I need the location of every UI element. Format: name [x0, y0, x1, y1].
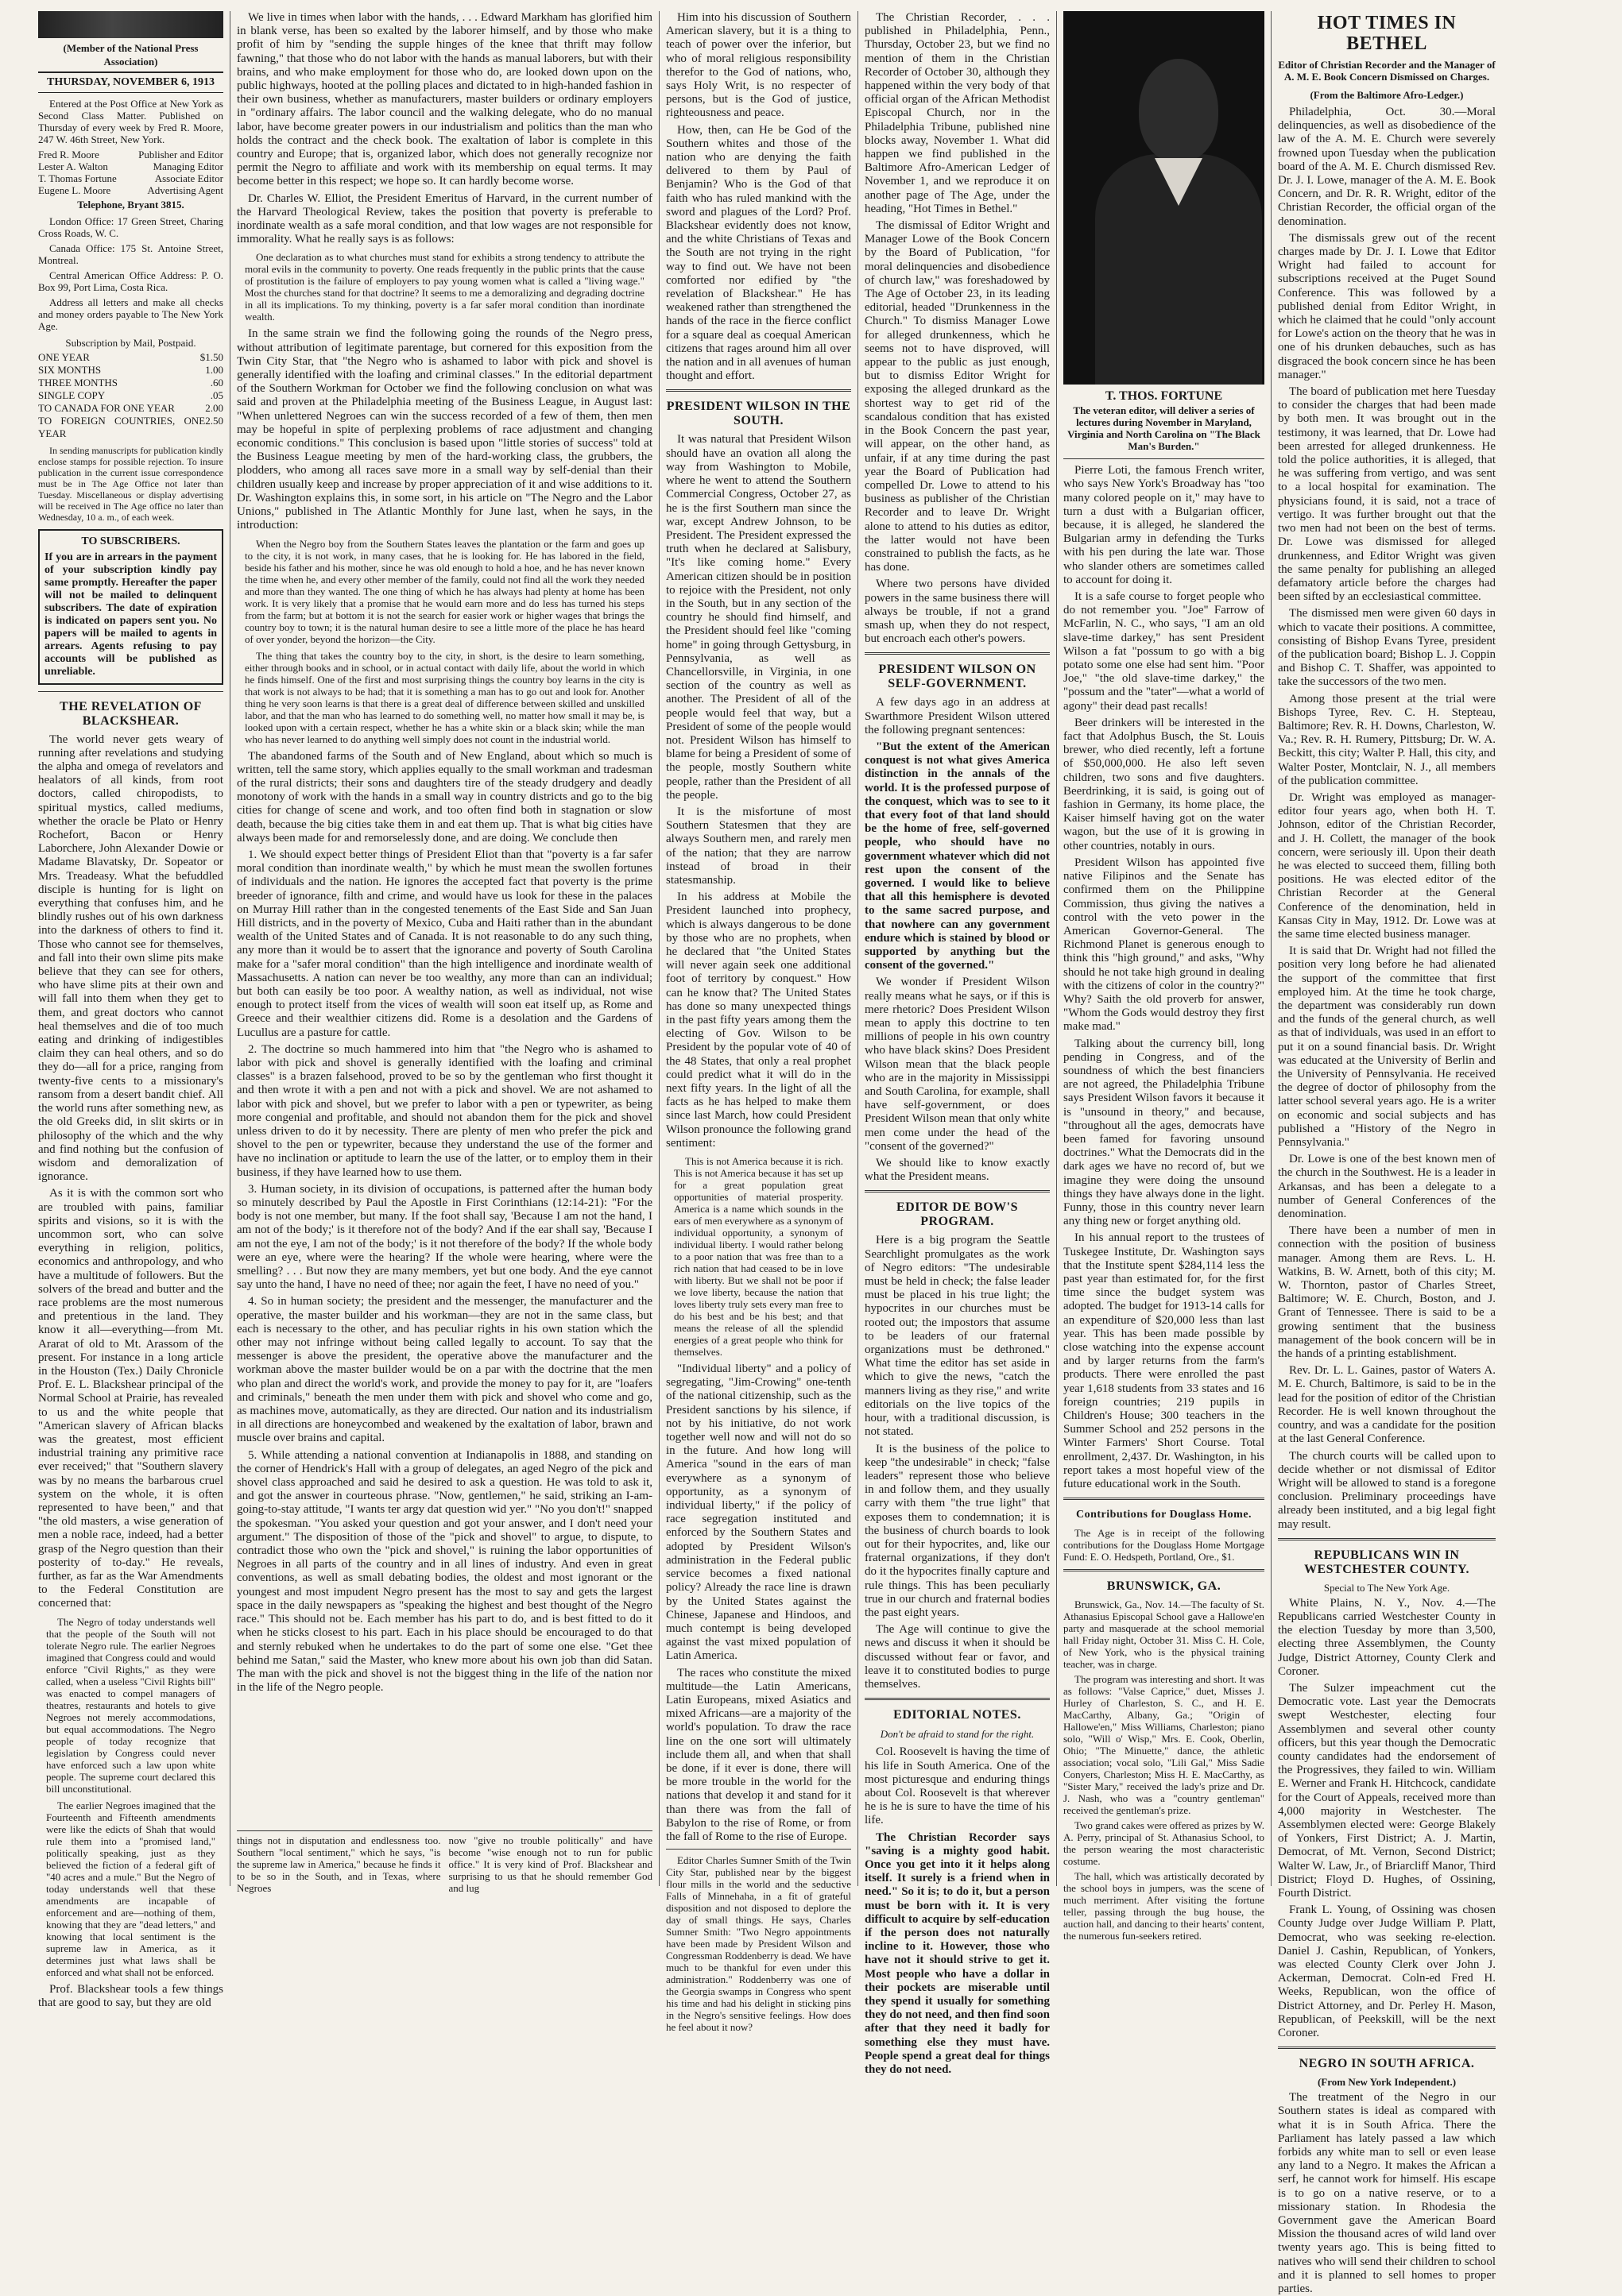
article-paragraph: Brunswick, Ga., Nov. 14.—The faculty of St. Athanasius Episcopal School gave a Hallowe'en party and masquerade at the school memorial hall Friday night, October 31. Miss C. H. Cole, of New York, who is the physical training teacher, was in charge.	[1063, 1598, 1264, 1671]
article-paragraph: Dr. Lowe is one of the best known men of the church in the Southwest. He is a leader in Arkansas, and has been a delegate to a number of General Conferences of the denomination.	[1278, 1153, 1496, 1221]
divider	[38, 691, 223, 692]
article-paragraph: The board of publication met here Tuesday to consider the charges that had been made by both men. It was brought out in the testimony, it was learned, that Dr. Lowe had been arrested for alleged drunkenness. He told the police authorities, it is alleged, that he was suffering from vertigo, and was sent to a local hospital for examination. The physicians found, it is said, not a trace of vertigo. It was further brought out that the two men had not been on the best of terms. Dr. Lowe was dismissed for alleged drunkenness, and Editor Wright was given the same penalty for publishing an alleged defamatory article before the charges had been sifted by an ecclesiastical committee.	[1278, 385, 1496, 604]
divider	[865, 652, 1050, 655]
article-title: HOT TIMES IN BETHEL	[1317, 13, 1457, 54]
rate-price: 2.00	[205, 401, 223, 414]
divider	[1278, 1538, 1496, 1540]
staff-role: Managing Editor	[153, 160, 223, 172]
article-paragraph: The Age will continue to give the news and discuss it when it should be discussed without fear or favor, and leave it to constituted bodies to purge themselves.	[865, 1623, 1050, 1691]
article-paragraph: The dismissed men were given 60 days in which to vacate their positions. A committee, consisting of Bishop Evans Tyree, president of the publication board; Bishop L. J. Coppin and Bishop C. T. Shaffer, was appointed to take the successors of the two men.	[1278, 607, 1496, 689]
article-paragraph: "Individual liberty" and a policy of segregating, "Jim-Crowing" one-tenth of the national citizenship, such as the President sanctions by his silence, if not by his initiative, do not work together well now and will not do so in the future. And how long will America "sound in the ears of man everywhere as a synonym of opportunity, as a synonym of individual liberty," if the policy of race segregation instituted and enforced by the Southern States and adopted by President Wilson's administration in the Federal public service becomes a fixed national policy? Already the race line is drawn by the United States against the Chinese, Japanese and Hindoos, and much contempt is being developed against the vast mixed population of Latin America.	[666, 1363, 851, 1663]
divider	[865, 1190, 1050, 1192]
subscribers-text: If you are in arrears in the payment of your subscription kindly pay same promptly. Hereafter the paper will not be mailed to delinquent subscribers. The date of expiration is indicated on papers sent you. No papers will be mailed to agents in arrears. Agents refusing to pay accounts will be published as unreliable.	[45, 551, 217, 678]
rate-price: 1.00	[205, 363, 223, 376]
staff-role: Advertising Agent	[147, 184, 223, 196]
article-quote: This is not America because it is rich. This is not America because it has set up for a great population great opportunities of material prosperity. America is a name which sounds in the ears of men everywhere as a synonym of individual opportunity, a synonym of individual liberty. I would rather belong to a poor nation that was free than to a rich nation that had ceased to be in love with liberty. But we shall not be poor if we love liberty, because the nation that loves liberty truly sets every man free to do his best and be his best; and that means the release of all the splendid energies of a great people who think for themselves.	[674, 1155, 843, 1359]
article-title: EDITORIAL NOTES.	[893, 1708, 1021, 1722]
staff-row	[38, 160, 223, 172]
telephone: Telephone, Bryant 3815.	[77, 198, 184, 211]
continuation-text: now "give no trouble politically" and have become "wise enough not to run for public office." It is very kind of Prof. Blackshear and surprising to us that he should remember God and lug	[448, 1834, 652, 1894]
article-paragraph: Rev. Dr. L. L. Gaines, pastor of Waters A. M. E. Church, Baltimore, is said to be in the lead for the position of editor of the Christian Recorder. He is well known throughout the country, and was a candidate for the position at the last General Conference.	[1278, 1364, 1496, 1446]
divider	[666, 1849, 851, 1850]
article-title: PRESIDENT WILSON IN THE SOUTH.	[666, 400, 851, 428]
article-paragraph: As it is with the common sort who are troubled with pains, familiar spirits and visions, so it is with the uncommon sort, who can solve everything in religion, politics, economics and anthropology, and who have a multitude of followers. But the solvers of the bread and butter and the race problems are the most numerous and pretentious in the land. They know it all—everything—from Mt. Ararat of old to Mt. Arassom of the present. For instance in a long article in the Houston (Tex.) Daily Chronicle Prof. E. L. Blackshear principal of the Normal School at Prairie, has revealed to us and the white people that "American slavery of African blacks was the greatest, most efficient industrial training any primitive race ever received;" that "Southern slavery was by no means the barbarous cruel system on the whole, it is often represented to have been," and that "the old masters, a wise generation of men a noble race, indeed, had a better grasp of the Negro question than their posterity of to-day." He reveals, further, as far as the War Amendments to the Federal Constitution are concerned that:	[38, 1187, 223, 1610]
article-paragraph: Two grand cakes were offered as prizes by W. A. Perry, principal of St. Athanasius School, to the person wearing the most characteristic costume.	[1063, 1819, 1264, 1868]
main-editorial	[237, 11, 652, 1830]
article-source: (From New York Independent.)	[1317, 2076, 1457, 2089]
staff-name: Fred R. Moore	[38, 148, 99, 160]
article-paragraph: Col. Roosevelt is having the time of his life in South America. One of the most picturesque and enduring things about Col. Roosevelt is that wherever he is he is sure to have the time of his life.	[865, 1745, 1050, 1827]
divider	[666, 389, 851, 392]
editorial-paragraph: 2. The doctrine so much hammered into him that "the Negro who is ashamed to labor with pick and shovel is generally identified with the loafing and criminal classes" is a brazen falsehood, proved to be so by the gentleman who first thought it and then wrote it with a pen and not with a pick and shovel. We are not ashamed to labor with pick and shovel, but we prefer to labor with a pen or typewriter, as being more congenial and profitable, and should not abandon them for the pick and shovel unless driven to do it by necessity. There are plenty of men who prefer the pick and shovel to the pen or typewriter, because they understand the use of the former and have no inclination or aptitude to learn the use of the latter, or to employ them in their business, if they have learned how to use them.	[237, 1042, 652, 1179]
article-title: Contributions for Douglass Home.	[1075, 1509, 1252, 1521]
article-paragraph: The world never gets weary of running after revelations and studying the alpha and omega of revelators and healators of all kinds, from root doctors, called chiropodists, to spiritual mystics, called mediums, whether the oracle be Plato or Henry Rochefort, Bacon or Henry Laborchere, John Alexander Dowie or Madame Blavatsky, Dr. Sopeator or Mrs. Treadeasy. What the befuddled disciple is hunting for is light on everything that confuses him, and he blindly rushes out of his own darkness into the darkness of others to find it. Those who cannot see for themselves, and fall into their own slime pits make believe that they can see for others, who have slime pits at their own and will fall into them when they get to them, and great doctors who cannot heal themselves and die of too much eating and drinking of indigestibles claim they can heal others, and so do they do—all for a price, ranging from twenty-five cents to a missionary's ransom from a desert bandit chief. All the world runs after something new, as the old Greeks did, in slit skirts or in philosophy of the which and the why and find nothing but the confusion of wisdom and demoralization of ignorance.	[38, 732, 223, 1184]
rate-label: SIX MONTHS	[38, 363, 102, 376]
issue-date: THURSDAY, NOVEMBER 6, 1913	[38, 72, 223, 92]
column-2	[230, 11, 660, 1894]
entry-note: Entered at the Post Office at New York as Second Class Matter. Published on Thursday of every week by Fred R. Moore, 247 W. 46th Street, New York.	[38, 97, 223, 145]
article-paragraph: Him into his discussion of Southern American slavery, but it is a thing to teach of power over the inferior, but who of moral religious responsibility therefor to the God of nations, who, says Holy Writ, is no respecter of persons, but is the God of justice, righteousness and peace.	[666, 11, 851, 120]
divider	[865, 1698, 1050, 1700]
column-5	[1057, 11, 1272, 1942]
editorial-paragraph: 4. So in human society; the president and the messenger, the manufacturer and the operative, the master builder and his workman—they are not in the same class, but each is necessary to the other, and has peculiar rights in his own station which the other may not infringe without being called legally to account. To say that the messenger is above the president, the operative above the manufacturer and the workman above the master builder would be on a par with the doctrine that the men who plan and direct the world's work, and provide the money to pay for it, are "loafers and criminals," beneath the men under them with pick and shovel who come and go, as machines move, automatically, as they are directed. Our nation and its industrialism in all directions are honeycombed and weakened by the exaltation of labor, brawn and muscle over brains and capital.	[237, 1295, 652, 1445]
article-paragraph: Among those present at the trial were Bishops Tyree, Rev. C. H. Stepteau, Baltimore; Rev. R. H. Downs, Charleston, W. Va.; Rev. R. H. Rumery, Pittsburg; Dr. W. A. Beckitt, this city; Walter P. Hall, this city, and Walter Poster, Montclair, N. J., all members of the publication committee.	[1278, 692, 1496, 787]
article-quote: The earlier Negroes imagined that the Fourteenth and Fifteenth amendments were like the edicts of Shah that would rule them into a "promised land," politically speaking, just as they believed the fiction of a federal gift of "40 acres and a mule." But the Negro of today understands well that these amendments are incapable of enforcement and are—nothing of them, knowing that they are "dead letters," and knowing that local sentiment is the supreme law in America, as it determines just what laws shall be enforced and what shall not be enforced.	[46, 1799, 215, 1978]
article-paragraph: The Christian Recorder says "saving is a mighty good habit. Once you get into it it helps along itself. It surely is a friend when in need." So it is; to do it, but a person must be born with it. It is very difficult to acquire by self-education if the person does not naturally incline to it. However, those who have not it should strive to get it. Most people who have a dollar in their pockets are miserable until they spend it usually for something they do not need, and then find soon after that they need it badly for something else they must have. People spend a great deal for things they do not need.	[865, 1830, 1050, 2077]
article-paragraph: Editor Charles Sumner Smith of the Twin City Star, published near by the biggest flour mills in the world and the seductive Falls of Minnehaha, in a fit of grateful disposition and not disposed to deplore the day of small things. He says, Charles Sumner Smith: "Two Negro appointments have been made by President Wilson and Congressman Roddenberry is dead. We have much to be thankful for even under this administration." Roddenberry was one of the Georgia swamps in Congress who spent his time and had his delight in sticking pins in the Negro's sensitive feelings. How does he feel about it now?	[666, 1854, 851, 2034]
rate-price: 2.50	[205, 414, 223, 427]
article-title: THE REVELATION OF BLACKSHEAR.	[60, 699, 202, 728]
editorial-paragraph: 3. Human society, in its division of occupations, is patterned after the human body so minutely described by Paul the Apostle in First Corinthians (12:14-21): "For the body is not one member, but many. If the foot shall say, 'Because I am not the hand, I am not of the body;' is it therefore not of the body? And if the ear shall say, 'Because I am not the eye, I am not of the body;' is it not therefore of the body? If the whole body were an eye, where were the hearing? If the whole were hearing, where were the smelling? . . . But now they are many members, yet but one body. And the eye cannot say unto the hand, I have no need of thee; nor again the feet, I have no need of you."	[237, 1182, 652, 1292]
article-title: EDITOR DE BOW'S PROGRAM.	[896, 1200, 1019, 1229]
rate-row	[38, 351, 223, 364]
manuscript-note: In sending manuscripts for publication kindly enclose stamps for possible rejection. To insure publication in the current issue correspondence must be in The Age Office not later than Tuesday. Miscellaneous or display advertising will be received in The Age office no later than Wednesday, 10 a. m., of each week.	[38, 444, 223, 523]
article-subheading: Editor of Christian Recorder and the Manager of A. M. E. Book Concern Dismissed on Charges.	[1278, 59, 1496, 83]
article-title: PRESIDENT WILSON ON SELF-GOVERNMENT.	[878, 663, 1036, 691]
article-subtitle: Don't be afraid to stand for the right.	[880, 1728, 1035, 1741]
divider	[1063, 1498, 1264, 1500]
article-title: REPUBLICANS WIN IN WESTCHESTER COUNTY.	[1303, 1548, 1470, 1576]
article-paragraph: It is said that Dr. Wright had not filled the position very long before he had alienated the support of the committee that first employed him. At the time he took charge, the department was considerably run down and the funds of the general church, as well as that of individuals, was used in an effort to put it on a sound financial basis. Dr. Wright was educated at the University of Berlin and the University of Pennsylvania. He received the degree of doctor of philosophy from the latter school several years ago. He is a writer on economic and social subjects and has published a "History of the Negro in Pennsylvania."	[1278, 945, 1496, 1150]
article-source: (From the Baltimore Afro-Ledger.)	[1310, 89, 1464, 101]
staff-name: Eugene L. Moore	[38, 184, 111, 196]
article-paragraph: A few days ago in an address at Swarthmore President Wilson uttered the following pregnant sentences:	[865, 696, 1050, 736]
rate-label: SINGLE COPY	[38, 388, 106, 401]
article-paragraph: The Christian Recorder, . . . published in Philadelphia, Penn., Thursday, October 23, but we find no mention of them in the Christian Recorder of October 30, although they happened within the very body of that official organ of the African Methodist Episcopal Church, nor in the Philadelphia Tribune, published nine blocks away, November 1. What did happen we find published in the Baltimore Afro-American Ledger of November 1, and we reproduce it on another page of The Age, under the heading, "Hot Times in Bethel."	[865, 11, 1050, 215]
article-quote: The Negro of today understands well that the people of the South will not tolerate Negro rule. The earlier Negroes imagined that Congress could and would enforce "Civil Rights," as they were called, when a useless "Civil Rights bill" was enacted to compel managers of theatres, restaurants and hotels to give Negroes not merely accommodations, but equal accommodations. The Negro people of today recognize that legislation by Congress could never have enforced such a law upon white people. The supreme court declared this bill unconstitutional.	[46, 1615, 215, 1795]
subscribers-notice	[38, 529, 223, 685]
staff-name: Lester A. Walton	[38, 160, 108, 172]
newspaper-page	[32, 11, 1589, 2296]
article-title: BRUNSWICK, GA.	[1106, 1579, 1221, 1594]
article-paragraph: Frank L. Young, of Ossining was chosen County Judge over Judge William P. Platt, Democrat, who was seeking re-election. Daniel J. Cashin, Republican, of Yonkers, was elected County Clerk over John J. Ackerman, Democrat. Coln-ed Fred H. Weeks, Republican, won the office of District Attorney, and Dr. Perley H. Mason, Republican, of Peekskill, will be the next Coroner.	[1278, 1904, 1496, 2040]
editorial-paragraph: 5. While attending a national convention at Indianapolis in 1888, and standing on the corner of Hendrick's Hall with a group of delegates, an aged Negro of the pick and shovel class approached and said he desired to ask a question. He was told to ask it, and got the answer in courteous phrase. "Now, gentlemen," he said, striking an I-am-going-to-stay attitude, "I wants ter argy dat question wid yer." "No you don't!" snapped the spokesman. "You asked your question and got your answer, and I don't need your argument." The disposition of those of the "pick and shovel" to argue, to dispute, to contradict those who own the "pick and shovel," is ruining the labor opportunities of Negroes in all parts of the country and in all lines of industry. And even in great conventions, as well as small debating bodies, the oldest and most ignorant or the youngest and most impudent Negro present has the most to say and gets the largest space in the daily newspapers as "speaking the highest and best thought of the Negro race." This should not be. Each member has his part to do, and is best fitted to do it when he sticks closest to his part. Each in his place should be encouraged to do that and sternly rebuked when he undertakes to do the part of some one else. "Get thee behind me Satan," said the Master, who knew more about his own job than did Satan. The man with the pick and shovel is not the biggest thing in the life of the nation nor in the life of the Negro people.	[237, 1448, 652, 1695]
column-3	[660, 11, 858, 2034]
divider	[1278, 2047, 1496, 2049]
article-paragraph: We wonder if President Wilson really means what he says, or if this is mere rhetoric? Does President Wilson mean to apply this doctrine to ten millions of people in his own country who have black skins? Does President Wilson mean that the black people who are in the majority in Mississippi and South Carolina, for example, shall have self-government, or does President Wilson mean that only white men come under the head of the "consent of the governed?"	[865, 976, 1050, 1153]
article-paragraph: Beer drinkers will be interested in the fact that Adolphus Busch, the St. Louis brewer, who died recently, left a fortune of $50,000,000. He also left seven children, two sons and five daughters. Beerdrinking, it is said, is going out of fashion in Germany, its home place, the Kaiser himself having got on the water wagon, but the use of it is growing in other countries, notably in ours.	[1063, 716, 1264, 852]
rate-price: .60	[210, 376, 223, 388]
rate-price: $1.50	[199, 350, 223, 363]
rate-label: ONE YEAR	[38, 350, 90, 363]
portrait-figure-head	[1139, 59, 1218, 162]
office-london: London Office: 17 Green Street, Charing Cross Roads, W. C.	[38, 215, 223, 239]
article-paragraph: The dismissals grew out of the recent charges made by Dr. J. I. Lowe that Editor Wright had failed to account for subscriptions received at the Puget Sound Conference. This was followed by a published denial from Editor Wright, in which he claimed that he could "only account for Lowe's action on the theory that he was in one of his drunken debauches, such as has disgraced the book concern since he has been manager."	[1278, 231, 1496, 381]
editorial-quote: One declaration as to what churches must stand for exhibits a strong tendency to attribute the moral evils in the community to poverty. One reads frequently in the public prints that the cause of prostitution is the failure of employers to pay young women what is called a "living wage." Most the churches stand for that doctrine? It seems to me a demoralizing and degrading doctrine in all its implications. To my thinking, poverty is a far safer moral condition than inordinate wealth.	[245, 251, 645, 323]
article-paragraph: Here is a big program the Seattle Searchlight promulgates as the work of Negro editors: "The undesirable must be held in check; the false leader must be placed in his true light; the hypocrites in our churches must be rooted out; the impostors that assume to be leaders of our fraternal organizations must be dethroned." What time the editor has set aside in which to give the news, "catch the manners living as they rise," and write editorials on the live topics of the hour, with a traditional discussion, is not stated.	[865, 1234, 1050, 1439]
article-paragraph: The Sulzer impeachment cut the Democratic vote. Last year the Democrats swept Westchester, electing four Assemblymen and several other county officers, but this year though the Democratic county candidates had the endorsement of the Progressives, they failed to win. William E. Werner and Frank H. Hitchcock, candidate for the Court of Appeals, received more than 4,000 majority in Westchester. The Assemblymen elected were: George Blakely of Yonkers, First District; A. J. Martin, Democrat, of Mt. Vernon, Second District; Walter W. Law, Jr., of Briarcliff Manor, Third District; Floyd D. Hughes, of Ossining, Fourth District.	[1278, 1681, 1496, 1900]
rate-row	[38, 415, 223, 440]
article-paragraph: The Age is in receipt of the following contributions for the Douglass Home Mortgage Fund: E. O. Hedspeth, Portland, Ore., $1.	[1063, 1527, 1264, 1564]
staff-row	[38, 172, 223, 184]
rate-price: .05	[210, 388, 223, 401]
office-canada: Canada Office: 175 St. Antoine Street, Montreal.	[38, 242, 223, 266]
divider	[1063, 458, 1264, 459]
column-6	[1272, 11, 1502, 2296]
staff-name: T. Thomas Fortune	[38, 172, 117, 184]
article-paragraph: The dismissal of Editor Wright and Manager Lowe of the Book Concern by the Board of Publication, "for moral delinquencies and disobedience of church law," was foreshadowed by The Age of October 23, in its leading editorial, headed "Drunkenness in the Church." To dismiss Manager Lowe for alleged drunkenness, which he seems not to have disproved, will appear to the public as just enough, but to dismiss Editor Wright for exposing the alleged drunkard as the shortest way to get rid of the scandalous condition that has existed in the Book Concern the past year, will appear, on the other hand, as unfair, if at any time during the past year the Board of Publication had compelled Dr. Lowe to attend to his business as publisher of the Christian Recorder and to leave Dr. Wright alone to attend to his duties as editor, the latter would not have been constrained to publish the facts, as he has done.	[865, 219, 1050, 574]
article-paragraph: The church courts will be called upon to decide whether or not dismissal of Editor Wright will be allowed to stand is a foregone conclusion. Preliminary proceedings have already been instituted, and a big legal fight may result.	[1278, 1449, 1496, 1531]
rate-row	[38, 402, 223, 415]
article-paragraph: It is the business of the police to keep "the undesirable" in check; "false leaders" represent those who believe in and follow them, and they usually carry with them "the true light" that exposes them to condemnation; it is the business of church boards to look out for their hypocrites, and, like our fraternal organizations, if they don't do it the hypocrites finally capture and rule things. This has been peculiarly true in our church and fraternal bodies the past eight years.	[865, 1442, 1050, 1619]
article-source: Special to The New York Age.	[1323, 1581, 1450, 1594]
masthead-banner	[38, 11, 223, 38]
staff-row	[38, 184, 223, 196]
editorial-paragraph: 1. We should expect better things of President Eliot than that "poverty is a far safer moral condition than inordinate wealth," by which he must mean the swollen fortunes of individuals and the nation. He ignores the accepted fact that poverty is the prime breeder of ignorance, filth and crime, and would have us look for these in the palaces on Murray Hill rather than in the congested tenements of the East Side and San Juan Hill districts, and in the poverty of Mexico, Cuba and Haiti rather than in the abundant wealth of the United States and of Canada. It is not reasonable to do any such thing, any more than it would be to assert that the ignorance and poverty of South Carolina make for a "safer moral condition" than the high intelligence and inordinate wealth of Massachusetts. A nation can never be too wealthy, any more than can an individual; but both can easily be too poor. A wealthy nation, as well as individual, not wise enough to protect itself from the vices of wealth will soon eat itself up, as Rome and Greece and their wealthier citizens did. Rome is a desolation and the Gardens of Lucullus are a pasture for cattle.	[237, 848, 652, 1039]
divider	[1063, 1569, 1264, 1571]
editorial-paragraph: Dr. Charles W. Elliot, the President Emeritus of Harvard, in the current number of the Harvard Theological Review, takes the position that poverty is preferable to inordinate wealth as a safe moral condition, and that low wages are not responsible for immorality. What he really says is as follows:	[237, 191, 652, 246]
article-title: NEGRO IN SOUTH AFRICA.	[1299, 2057, 1475, 2071]
article-paragraph: Prof. Blackshear tools a few things that are good to say, but they are old	[38, 1982, 223, 2009]
rate-label: TO CANADA FOR ONE YEAR	[38, 401, 175, 414]
column-1	[32, 11, 230, 2009]
article-paragraph: Pierre Loti, the famous French writer, who says New York's Broadway has "too many colored people on it," may have to turn a dust with a Bulgarian officer, because, it is alleged, he slandered the Bulgarian army in defending the Turks with his pen during the late war. Those who slander others are sometimes called to account for doing it.	[1063, 464, 1264, 586]
rate-label: THREE MONTHS	[38, 376, 118, 388]
rate-label: TO FOREIGN COUNTRIES, ONE YEAR	[38, 414, 206, 439]
article-paragraph: There have been a number of men in connection with the position of business manager. Among them are Revs. L. H. Watkins, B. W. Arnett, both of this city; M. W. Thornton, pastor of Charles Street, Baltimore; W. E. Church, Boston, and J. Grant of Tennessee. There is said to be a growing sentiment that the business management of the book concern will be in the hands of a printing establishment.	[1278, 1224, 1496, 1361]
article-paragraph: It is a safe course to forget people who do not remember you. "Joe" Farrow of McFarlin, N. C., who says, "I am an old slave-time darkey," has sent President Wilson a fat "possum to go with a big potato some one else had sent him. "Poor Joe," "the old slave-time darkey," the "possum and the "tater"—what a world of agony" their dead past recalls!	[1063, 590, 1264, 713]
portrait-caption: The veteran editor, will deliver a series of lectures during November in Maryland, Virginia and North Carolina on "The Black Man's Burden."	[1067, 404, 1260, 453]
continuation-text: things not in disputation and endlessness too. Southern "local sentiment," which he says, "is the supreme law in America," because he finds it to be so in the South, and in Texas, where Negroes	[237, 1834, 441, 1894]
editorial-paragraph: The abandoned farms of the South and of New England, about which so much is written, tell the same story, which applies equally to the small workman and tradesman of the rural districts; their sons and daughters tire of the steady drudgery and deadly monotony of work with the hands in a small way in country districts and go to the big cities for change of scene and work, and too often find both in stagnation or slow death, because the big cities take them in and eat them up. That is what big cities have always been made for and remorselessly done, and are doing. We conclude then	[237, 749, 652, 845]
subscription-title: Subscription by Mail, Postpaid.	[65, 336, 196, 349]
office-central-america: Central American Office Address: P. O. Box 99, Port Lima, Costa Rica.	[38, 269, 223, 293]
editorial-quote: When the Negro boy from the Southern States leaves the plantation or the farm and goes up to the city, it is not work, in many cases, that he is looking for. He has labored in the field, beside his father and his mother, since he was old enough to hold a hoe, and he has never known the time when he, and every other member of the family, could not find all the work they needed and more than they wanted. The one thing of which he has always had plenty at home has been work. It is very likely that a promise that he would earn more and do less has turned his steps from the farm; but at bottom it is not the search for easier work or higher wages that brings the country boy to town; it is the natural human desire to see a little more of the place he has heard of over yonder, beyond the horizon—the City.	[245, 537, 645, 645]
editorial-paragraph: In the same strain we find the following going the rounds of the Negro press, without attribution of legitimate parentage, but cornered for this exposition from the Twin City Star, that "the Negro who is ashamed to labor with pick and shovel is generally identified with the loafing and criminal classes." In the editorial department of the Southern Workman for October we find the following conclusion on what was said and proven at the Philadelphia meeting of the Business League, in August last: "When unlettered Negroes can win the success recorded of a few of them, then men may be hopeful in spite of perplexing problems of race adjustment and changing economic conditions." This conclusion is based upon "little stories of success" told at the Business League meeting by men of the hard-working class, the grubbers, the plodders, who among all races save more in a small way by self-denial than their children usually keep and increase by proper appreciation of it and wise additions to it. Dr. Washington explains this, in some sort, in his article on "The Negro and the Labor Unions," published in The Atlantic Monthly for June last, when he says, in the introduction:	[237, 327, 652, 532]
staff-role: Publisher and Editor	[138, 148, 223, 160]
column-4	[858, 11, 1057, 2077]
article-paragraph: The hall, which was artistically decorated by the school boys in jumpers, was the scene of much merriment. After visiting the fortune teller, passing through the bug house, the auction hall, and dancing to their hearts' content, the numerous fun-seekers retired.	[1063, 1870, 1264, 1942]
editorial-paragraph: We live in times when labor with the hands, . . . Edward Markham has glorified him in blank verse, has been so exalted by the laborer himself, and by those who make profit of him by "sending the supple hinges of the knee that thrift may follow fawning," that those who do not labor with the hands as manual laborers, but with their brains, and who make employment for those who do, are looked down upon on the public highways, hooted at the polling places and dictated to in high-handed fashion in their own business, whether as manufacturers, master builders or ordinary employers in "ordinary affairs. The labor council and the walking delegate, who do no manual labor, have become greater powers in our industrialism and politics than the man who holds the contract and the check book. The exaltation of labor is complete in this country and Europe; that is, organized labor, which does not generally recognize nor permit the Negro to affiliate and work with its membership on equal terms. It may become better in this respect; we hope so. It can hardly become worse.	[237, 11, 652, 188]
portrait-name: T. THOS. FORTUNE	[1105, 389, 1223, 403]
rate-row	[38, 364, 223, 377]
rate-row	[38, 377, 223, 389]
article-paragraph: It was natural that President Wilson should have an ovation all along the way from Washington to Mobile, where he went to attend the Southern Commercial Congress, October 27, as he is the first Southern man since the war, except Andrew Johnson, to be President. The President expressed the truth when he declared at Salisbury, "It's like coming home." Every American citizen should be in position to rejoice with the President, not only in the South, but in any section of the country he should find himself, and the President should feel like "coming home" in going through Gettysburg, in Pennsylvania, as well as Chancellorsville, in Virginia, in one section of the country as well as another. The President of all of the people would feel that way, but a President of some of the people would not. President Wilson has himself to blame for being a President of some of the people, mostly Southern white people, rather than the President of all the people.	[666, 433, 851, 802]
article-paragraph: In his annual report to the trustees of Tuskegee Institute, Dr. Washington says that the Institute spent $284,114 less the past year than estimated for, for the first time since the budget system was adopted. The budget for 1913-14 calls for an expenditure of $20,000 less than last year. This has been made possible by close watching into the expense account and by larger returns from the farm's products. There were enrolled the past year 1,618 students from 33 states and 16 foreign countries; 219 pupils in Children's House; 300 teachers in the Summer School and 252 persons in the Winter Farmers' Short Course. Total enrollment, 2,437. Dr. Washington, in his report takes a most hopeful view of the future educational work in the South.	[1063, 1231, 1264, 1491]
rate-row	[38, 389, 223, 402]
subscribers-title: TO SUBSCRIBERS.	[81, 535, 180, 547]
article-paragraph: Philadelphia, Oct. 30.—Moral delinquencies, as well as disobedience of the law of the A. M. E. Church were severely frowned upon Tuesday when the publication board of the A. M. E. Church dismissed Rev. Dr. J. I. Lowe, manager of the A. M. E. Book Concern, and Dr. R. R. Wright, editor of the Christian Recorder, the official organ of the denomination.	[1278, 106, 1496, 228]
article-paragraph: Dr. Wright was employed as manager-editor four years ago, when both H. T. Johnson, editor of the Christian Recorder, and J. H. Collett, the manager of the book concern, were seriously ill. Upon their death he was elected to succeed them, filling both positions. He was elected editor of the Christian Recorder at the General Conference of the denomination, held in Kansas City in May, 1912. Dr. Lowe was at the same time elected business manager.	[1278, 790, 1496, 941]
article-paragraph: Talking about the currency bill, long pending in Congress, and of the soundness of which the best financiers are not agreed, the Philadelphia Tribune says President Wilson favors it because it is "unsound in theory," and because, "throughout all the ages, democrats have been famed for favoring unsound doctrines." What the Democrats did in the dark ages we have no record of, but we imagine they were doing the unsound things they have always done in the light. Funny, those in this country never learn any thing new or forget anything old.	[1063, 1037, 1264, 1228]
article-paragraph: The races who constitute the mixed multitude—the Latin Americans, Latin Europeans, mixed Asiatics and mixed Africans—are a majority of the world's population. To draw the race line on the one sort will ultimately include them all, and when that shall be done, if it ever is done, there will be more trouble in the world for the nations that develop it and stand for it than there was from the fall of Babylon to the rise of Rome, or from the fall of Rome to the rise of Europe.	[666, 1666, 851, 1843]
staff-row	[38, 149, 223, 160]
article-paragraph: White Plains, N. Y., Nov. 4.—The Republicans carried Westchester County in the election Tuesday by more than 3,500, electing three Assemblymen, the County Judge, District Attorney, County Clerk and Coroner.	[1278, 1596, 1496, 1678]
article-paragraph: The treatment of the Negro in our Southern states is ideal as compared with what it is in South Africa. There the Parliament has lately passed a law which forbids any white man to sell or even lease any land to a Negro. It makes the African a serf, he cannot work for himself. His escape is to go on a native reserve, or to a missionary station. In Rhodesia the Government gave the American Board Mission the thousand acres of wild land over twenty years ago. This is being fitted to natives who will send their children to school and it is planned to sell homes to proper parties.	[1278, 2091, 1496, 2296]
continuation-row	[237, 1830, 652, 1894]
article-paragraph: Where two persons have divided powers in the same business there will always be trouble, if not a grand smash up, when they do not respect, but encroach each other's powers.	[865, 578, 1050, 646]
article-paragraph: It is the misfortune of most Southern Statesmen that they are always Southern men, and rarely men of the nation; that they are narrow instead of broad in their statesmanship.	[666, 805, 851, 887]
article-paragraph: In his address at Mobile the President launched into prophecy, which is always dangerous to be done by those who are no prophets, when he declared that "the United States will never again seek one additional foot of territory by conquest." How can he know that? The United States has done so many unexpected things in the past fifty years among them the electing of Gov. Wilson to be President by the popular vote of 40 of the 48 States, that only a real prophet could predict what it will do in the next fifty years. In the light of all the facts as he has helped to make them since last March, how could President Wilson pronounce the following grand sentiment:	[666, 891, 851, 1150]
office-address-note: Address all letters and make all checks and money orders payable to The New York Age.	[38, 296, 223, 332]
subscription-rates	[38, 351, 223, 440]
portrait-photo	[1063, 11, 1264, 385]
masthead-line: (Member of the National Press Association)	[63, 42, 199, 68]
article-paragraph: How, then, can He be God of the Southern whites and those of the nation who are denying the faith delivered to them by Paul of Benjamin? Who is the God of that faith who has ruled mankind with the sword and plagues of the Lord? Prof. Blackshear evidently does not know, and the white Christians of Texas and the South are not trying in the right way to find out. We have not been comforted nor edified by "the revelation of Blackshear." He has weakened rather than strengthened the hands of the race in the fierce conflict for a square deal as coequal American citizens that rages around him all over the nation and in all avenues of human thought and effort.	[666, 123, 851, 383]
article-paragraph: "But the extent of the American conquest is not what gives America distinction in the annals of the world. It is the professed purpose of the conquest, which was to see to it that every foot of that land should be the home of free, self-governed people, who should have no government whatever which did not rest upon the consent of the governed. I would like to believe that all this hemisphere is devoted to the same sacred purpose, and that nowhere can any government endure which is stained by blood or supported by anything but the consent of the governed."	[865, 740, 1050, 972]
article-paragraph: We should like to know exactly what the President means.	[865, 1157, 1050, 1184]
staff-role: Associate Editor	[154, 172, 223, 184]
article-paragraph: President Wilson has appointed five native Filipinos and the Senate has confirmed them on the Philippine Commission, thus giving the natives a control with the veto power in the American Governor-General. The Richmond Planet is generous enough to think this "high ground," and asks, "Why should he not take high ground in dealing with the citizens of color in the country?" Why? Saith the old proverb for answer, "Whom the Gods would destroy they first make mad."	[1063, 856, 1264, 1034]
staff-list	[38, 149, 223, 196]
editorial-quote: The thing that takes the country boy to the city, in short, is the desire to learn something, either through books and in school, or in actual contact with daily life, about the world in which he finds himself. One of the first and most surprising things the country boy learns in the city is that work is not always to be had; that it is something a man has to go out and look for. Another thing he very soon learns is that there is a great deal of difference between skilled and unskilled labor, and that the man who has learned to do something well, no matter how small it may be, is looked upon with a certain respect, whether he has a white skin or a black skin; while the man who has never learned to do anything well simply does not count in the industrial world.	[245, 649, 645, 745]
article-paragraph: The program was interesting and short. It was as follows: "Valse Caprice," duet, Misses J. Hurley of Charleston, S. C., and H. E. MacCarthy, Albany, Ga.; "Origin of Hallowe'en," Miss Williams, Charleston; piano solo, "Will o' Wisp," Mrs. E. Cook, Oberlin, Ohio; "The Minuette," dance, the athletic association; vocal solo, "Lili Gal," Miss Sadie Conyers, Charleston; Miss H. E. MacCarthy, as "Sister Mary," received the lady's prize and Dr. J. Nash, who was a "country gentleman" received the gentleman's prize.	[1063, 1673, 1264, 1817]
